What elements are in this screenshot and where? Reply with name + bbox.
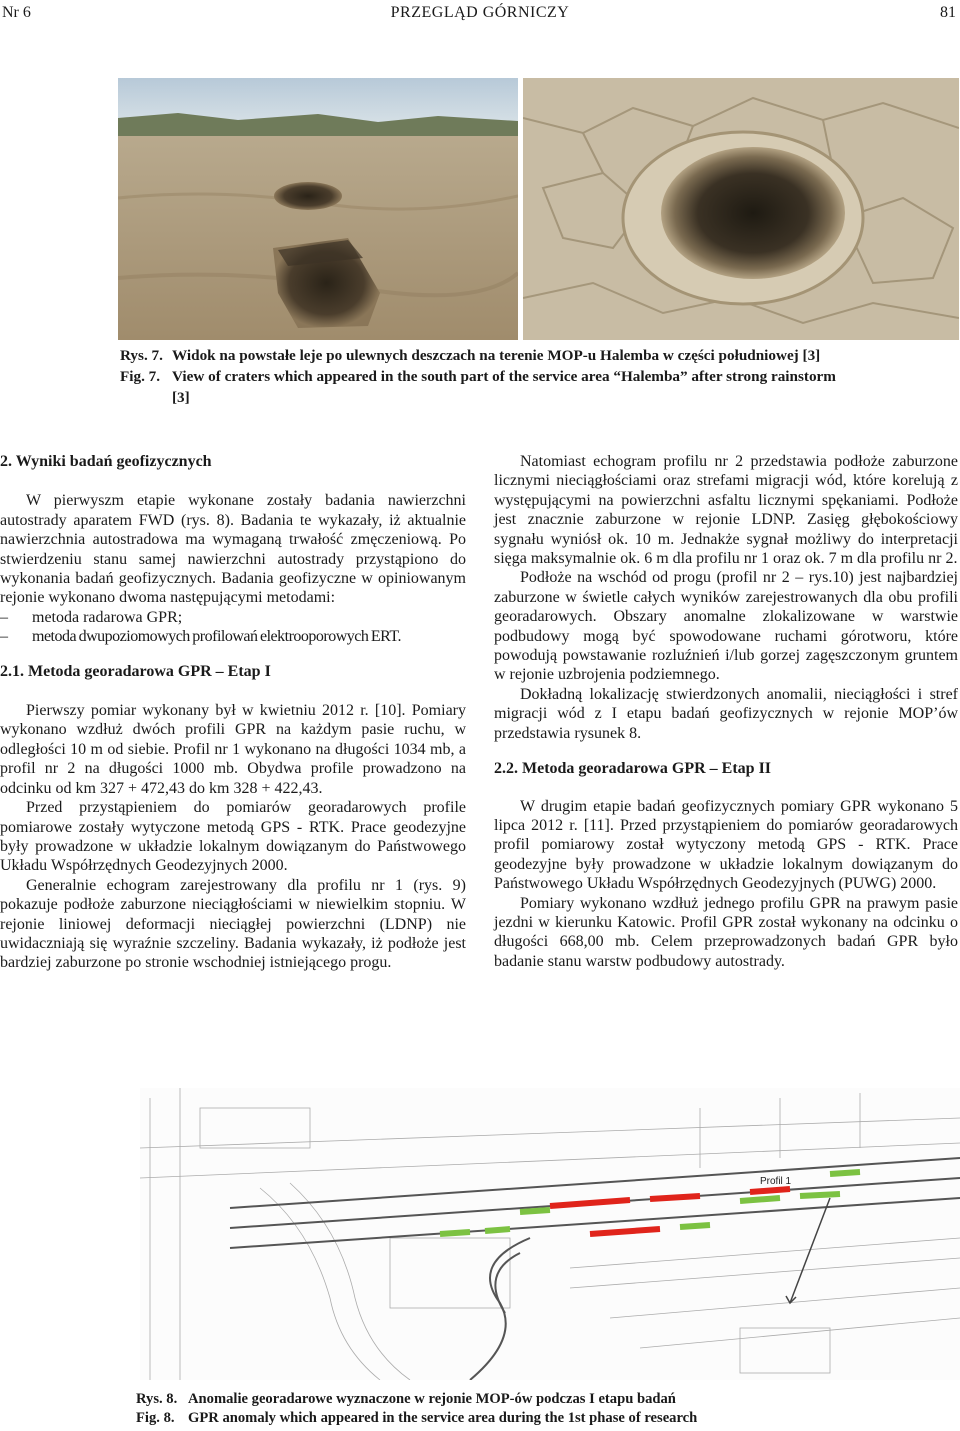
- left-paragraph-2: Pierwszy pomiar wykonany był w kwietniu 2012 r. [10]. Pomiary wykonano wzdłuż dwóch profili GPR na każdym pasie ruchu, w odległości 10 m od siebie. Profil nr 1 wykonano na długości 1034 mb, a profil nr 2 na długości 1000 mb. Obydwa profile prowadzono na odcinku od km 327 + 472,43 do km 328 + 422,43.: [0, 702, 466, 797]
- left-paragraph-4: Generalnie echogram zarejestrowany dla profilu nr 1 (rys. 9) pokazuje podłoże zaburzone nieciągłościami w niewielkim stopniu. W rejonie liniowej deformacji nieciągłej powierzchni (LDNP) nie uwidaczniają się wyraźnie szczeliny. Badania wykazały, iż podłoże jest bardziej zaburzone po stronie wschodniej istniejącego progu.: [0, 876, 466, 972]
- section-heading: 2. Wyniki badań geofizycznych: [0, 453, 212, 470]
- right-paragraph-5: Pomiary wykonano wzdłuż jednego profilu GPR na prawym pasie jezdni w kierunku Katowic. Profil GPR został wykonany na odcinku o długości 668,00 mb. Celem przeprowadzonych badań GPR było badanie stanu warstw podbudowy autostrady.: [494, 894, 958, 970]
- figure-8-label-pl: Rys. 8.: [136, 1391, 178, 1407]
- figure-8-caption-pl: [136, 1390, 896, 1409]
- journal-title: PRZEGLĄD GÓRNICZY: [390, 4, 570, 21]
- figure-8-label-en: Fig. 8.: [136, 1410, 175, 1426]
- gpr-anomaly-map: [140, 1088, 960, 1380]
- page-number: 81: [940, 4, 956, 21]
- left-paragraph-1: W pierwyszm etapie wykonane zostały badania nawierzchni autostrady aparatem FWD (rys. 8). Badania te wykazały, iż aktualnie nawierzchnia autostradowa ma wymaganą trwałość zmęczeniową. Po stwierdzeniu stanu samej nawierzchni autostrady przystąpiono do wykonania badań geofizycznych. Badania geofizyczne w opiniowanym rejonie wykonano dwoma następującymi metodami:: [0, 492, 466, 607]
- right-paragraph-2: Podłoże na wschód od progu (profil nr 2 – rys.10) jest najbardziej zaburzone w świetle całych wyników zarejestrowanych dla obu profili georadarowych. Obszary anomalne zlokalizowane w warstwie podbudowy mogą być spowodowane ruchami górotworu, które powodują powstawanie rozluźnień i/lub gorzej zagęszczonym gruntem w rejonie uzbrojenia podziemnego.: [494, 569, 958, 684]
- figure-7-caption-en: [120, 366, 840, 408]
- left-column: [0, 452, 466, 973]
- figure-7-caption-pl: [120, 345, 840, 366]
- figure-7-label-en: Fig. 7.: [120, 368, 161, 385]
- figure-7-caption: [120, 345, 840, 408]
- figure-8-caption: [136, 1390, 896, 1428]
- left-paragraph-3: Przed przystąpieniem do pomiarów georadarowych profile pomiarowe zostały wytyczone metodą GPS - RTK. Prace geodezyjne były prowadzone w układzie lokalnym dowiązanym do Państwowego Układu Współrzędnych Geodezyjnych 2000.: [0, 799, 466, 875]
- figure-7-label-pl: Rys. 7.: [120, 347, 163, 364]
- subsection-heading-2-2: 2.2. Metoda georadarowa GPR – Etap II: [494, 760, 772, 778]
- issue-number: Nr 6: [2, 4, 31, 21]
- right-column: [494, 452, 958, 971]
- figure-8-text-pl: Anomalie georadarowe wyznaczone w rejonie MOP-ów podczas I etapu badań: [188, 1391, 676, 1407]
- subsection-heading-2-1: 2.1. Metoda georadarowa GPR – Etap I: [0, 662, 271, 680]
- list-item: – metoda radarowa GPR;: [0, 608, 466, 627]
- figure-8-text-en: GPR anomaly which appeared in the service area during the 1st phase of research: [188, 1410, 698, 1426]
- list-item: – metoda dwupoziomowych profilowań elektrooporowych ERT.: [0, 627, 466, 646]
- figure-7-text-en: View of craters which appeared in the south part of the service area “Halemba” after strong rainstorm [3]: [172, 368, 836, 406]
- right-paragraph-3: Dokładną lokalizację stwierdzonych anomalii, nieciągłości i stref migracji wód z I etapu badań geofizycznych w rejonie MOP’ów przedstawia rysunek 8.: [494, 685, 958, 742]
- profile-1-label: Profil 1: [760, 1176, 792, 1187]
- figure-8-caption-en: [136, 1409, 896, 1428]
- figure-7-text-pl: Widok na powstałe leje po ulewnych deszczach na terenie MOP-u Halemba w części południowej [3]: [172, 347, 821, 364]
- crater-photo-left: [118, 78, 518, 340]
- right-paragraph-4: W drugim etapie badań geofizycznych pomiary GPR wykonano 5 lipca 2012 r. [11]. Przed przystąpieniem do pomiarów georadarowych profil pomiarowy został wytyczony metodą GPS - RTK. Prace geodezyjne były prowadzone w układzie lokalnym dowiązanym do Państwowego Układu Współrzędnych Geodezyjnych (PUWG) 2000.: [494, 797, 958, 893]
- page-header: [0, 0, 960, 26]
- right-paragraph-1: Natomiast echogram profilu nr 2 przedstawia podłoże zaburzone licznymi nieciągłościami oraz strefami migracji wód, które korelują z występującymi na powierzchni asfaltu licznymi spękaniami. Podłoże jest znacznie zaburzone w rejonie LDNP. Zasięg głębokościowy sygnału wyniósł ok. 10 m. Jednakże sygnał możliwy do interpretacji sięga maksymalnie ok. 6 m dla profilu nr 1 oraz ok. 7 m dla profilu nr 2.: [494, 453, 958, 568]
- methods-list: [0, 608, 466, 647]
- crater-photo-right: [523, 78, 959, 340]
